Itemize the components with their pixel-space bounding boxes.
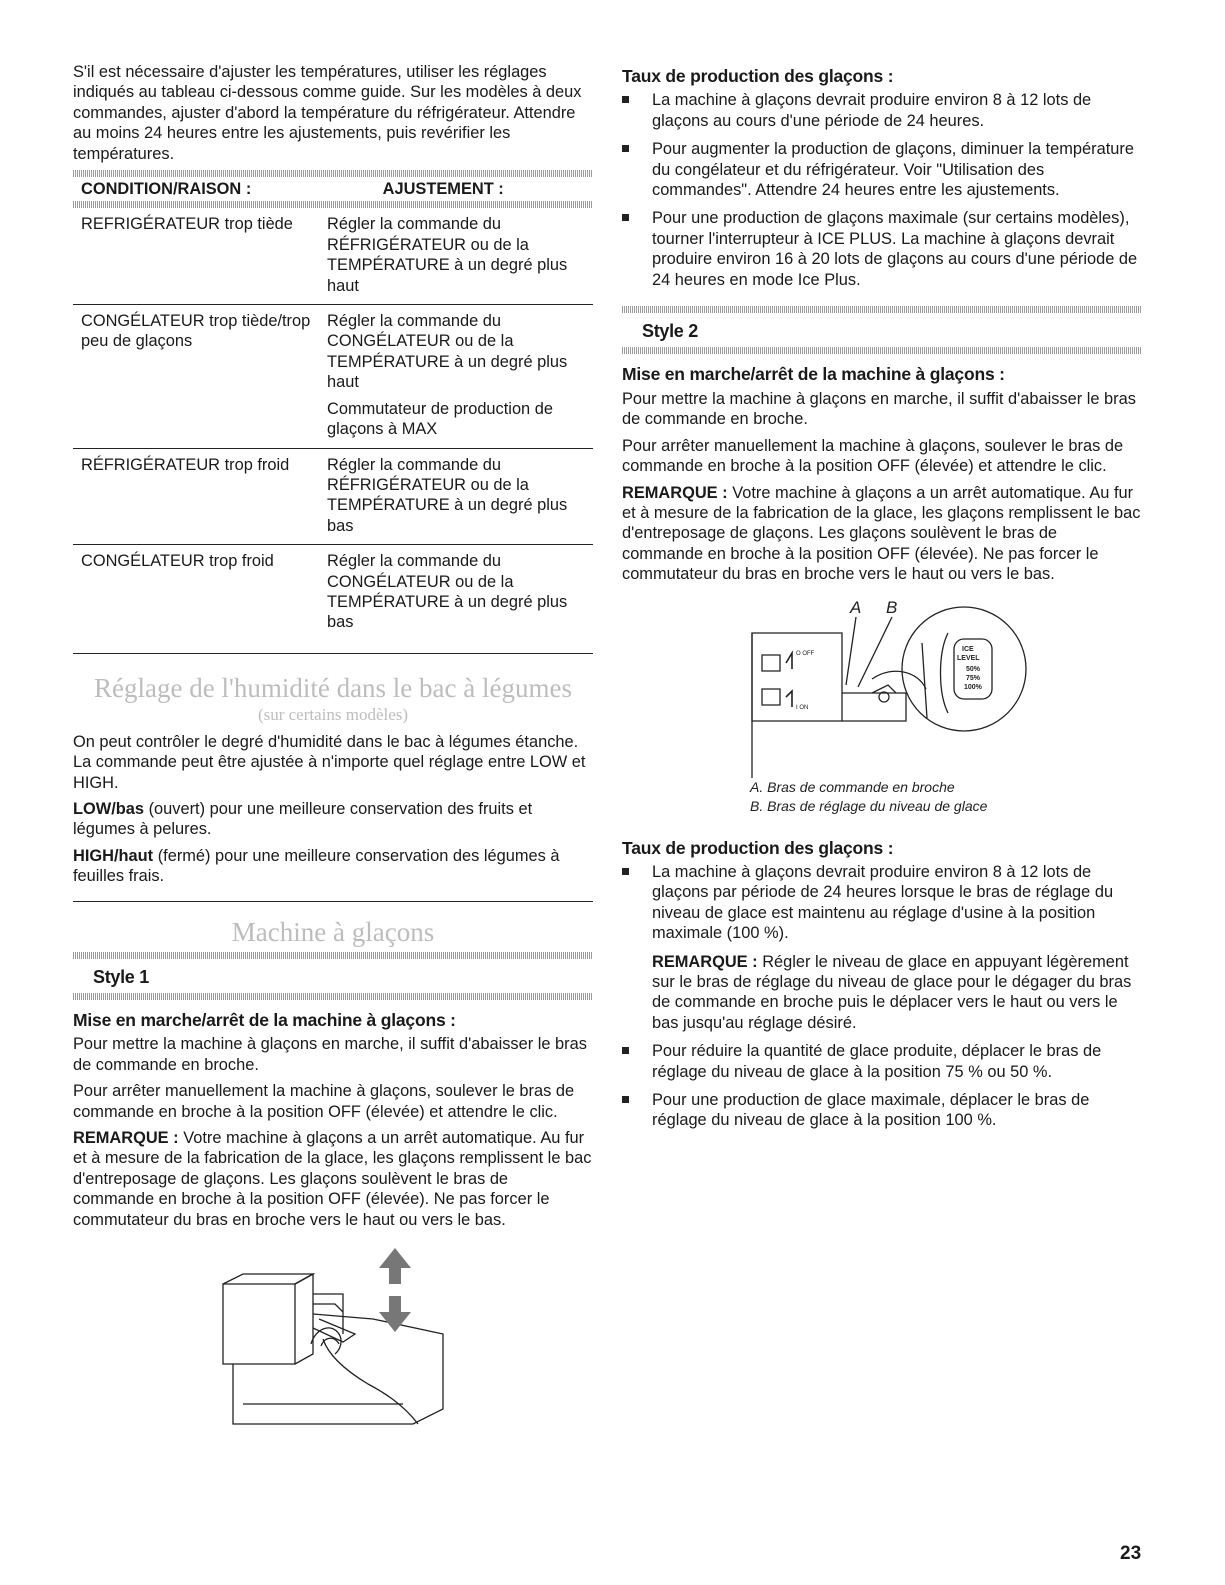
table-cell-adjustment <box>327 208 593 304</box>
up-down-arrow-icon <box>379 1248 411 1332</box>
figure-caption-b: B. Bras de réglage du niveau de glace <box>750 797 988 814</box>
style2-note-text: Votre machine à glaçons a un arrêt automatique. Au fur et à mesure de la fabrication de la glace, les glaçons remplissent le bac d'entreposage de glaçons. Les glaçons soulèvent le bras de commande en broche à la position OFF (élevée). Ne pas forcer le commutateur du bras en broche vers le haut ou vers le bas. <box>622 483 1141 584</box>
list-item: Pour une production de glaçons maximale (sur certains modèles), tourner l'interrupteur à ICE PLUS. La machine à glaçons devrait produire environ 16 à 20 lots de glaçons au cours d'une période de 24 heures en mode Ice Plus. <box>622 208 1142 290</box>
style1-note <box>73 1128 593 1230</box>
list-item: La machine à glaçons devrait produire environ 8 à 12 lots de glaçons au cours d'une période de 24 heures. <box>622 90 1142 131</box>
table-header-adjustment: AJUSTEMENT : <box>382 180 504 199</box>
adjustment-text: Régler la commande du CONGÉLATEUR ou de la TEMPÉRATURE à un degré plus haut <box>327 312 568 392</box>
figure-label-b: B <box>886 597 898 617</box>
style1-p2: Pour arrêter manuellement la machine à glaçons, soulever le bras de commande en broche à la position OFF (élevée) et attendre le clic. <box>73 1082 575 1121</box>
rate2-list-more <box>622 1041 1142 1131</box>
adjustment-extra: Commutateur de production de glaçons à MAX <box>327 399 553 439</box>
ice-label: ICE <box>962 645 974 653</box>
table-header-rule <box>73 201 593 208</box>
high-label: HIGH/haut <box>73 846 154 865</box>
rate2-list <box>622 862 1142 944</box>
figure-caption-a: A. Bras de commande en broche <box>750 778 955 795</box>
style2-p2: Pour arrêter manuellement la machine à glaçons, soulever le bras de commande en broche à la position OFF (élevée) et attendre le clic. <box>622 436 1124 476</box>
table-cell-condition: RÉFRIGÉRATEUR trop froid <box>73 448 327 545</box>
level-label: LEVEL <box>957 654 980 662</box>
style1-onoff-heading: Mise en marche/arrêt de la machine à glaçons : <box>73 1010 456 1030</box>
ice-level-dial <box>954 639 992 699</box>
rate1-heading: Taux de production des glaçons : <box>622 66 894 86</box>
icemaker-section-title: Machine à glaçons <box>231 916 435 947</box>
table-cell-adjustment <box>327 305 593 448</box>
humidity-section-subtitle: (sur certains modèles) <box>257 704 409 724</box>
adjustment-text: Régler la commande du RÉFRIGÉRATEUR ou de la TEMPÉRATURE à un degré plus bas <box>327 455 568 535</box>
rate1-list <box>622 90 1142 290</box>
humidity-low <box>73 799 593 840</box>
table-cell-condition: CONGÉLATEUR trop tiède/trop peu de glaçons <box>73 305 327 448</box>
figure-label-a: A <box>850 597 862 617</box>
style1-heading: Style 1 <box>93 966 149 987</box>
level-75-label: 75% <box>966 674 981 682</box>
table-row <box>73 448 593 545</box>
style1-p1: Pour mettre la machine à glaçons en marche, il suffit d'abaisser le bras de commande en broche. <box>73 1035 587 1074</box>
rate2-note <box>622 952 1142 1034</box>
style2-note-label: REMARQUE : <box>622 483 728 502</box>
humidity-paragraph: On peut contrôler le degré d'humidité dans le bac à légumes étanche. La commande peut être ajustée à n'importe quel réglage entre LOW et HIGH. <box>73 732 586 792</box>
rate2-note-text: Régler le niveau de glace en appuyant légèrement sur le bras de réglage du niveau de glace pour le dégager du bras de commande en broche puis le déplacer vers le haut ou vers le bas jusqu'au réglage désiré. <box>652 952 1132 1032</box>
style2-onoff-heading: Mise en marche/arrêt de la machine à glaçons : <box>622 364 1005 385</box>
page-number: 23 <box>1120 1543 1142 1564</box>
table-cell-adjustment <box>327 545 593 641</box>
style2-note <box>622 483 1142 585</box>
adjustment-text: Régler la commande du CONGÉLATEUR ou de la TEMPÉRATURE à un degré plus bas <box>327 552 568 632</box>
list-item <box>622 862 1142 944</box>
rate2-heading: Taux de production des glaçons : <box>622 837 894 858</box>
high-text: (fermé) pour une meilleure conservation des légumes à feuilles frais. <box>73 846 560 886</box>
style1-bottom-rule <box>73 993 593 1000</box>
style2-heading: Style 2 <box>642 321 698 342</box>
style1-note-label: REMARQUE : <box>73 1129 179 1148</box>
left-column <box>73 62 593 1444</box>
list-item: Pour réduire la quantité de glace produite, déplacer le bras de réglage du niveau de glace à la position 75 % ou 50 %. <box>622 1041 1142 1082</box>
adjustment-table <box>73 177 593 201</box>
humidity-high <box>73 846 593 887</box>
style1-top-rule <box>73 952 593 959</box>
table-cell-condition: REFRIGÉRATEUR trop tiède <box>73 208 327 304</box>
table-row <box>73 208 593 304</box>
intro-paragraph: S'il est nécessaire d'ajuster les températures, utiliser les réglages indiqués au tableau ci-dessous comme guide. Sur les modèles à deux commandes, ajuster d'abord la température du réfrigérateur. Attendre au moins 24 heures entre les ajustements, puis revérifier les températures. <box>73 63 582 163</box>
level-100-label: 100% <box>964 683 982 691</box>
low-label: LOW/bas <box>73 799 145 818</box>
power-switch-icon <box>786 653 792 707</box>
table-row <box>73 545 593 641</box>
style2-p1: Pour mettre la machine à glaçons en marche, il suffit d'abaisser le bras de commande en broche. <box>622 389 1136 429</box>
table-cell-condition: CONGÉLATEUR trop froid <box>81 552 274 571</box>
style2-bottom-rule <box>622 347 1142 354</box>
table-top-rule <box>73 170 593 177</box>
table-cell-adjustment <box>327 448 593 545</box>
adjustment-text: Régler la commande du RÉFRIGÉRATEUR ou de la TEMPÉRATURE à un degré plus haut <box>327 215 568 295</box>
switch-on-label: I ON <box>796 704 809 711</box>
low-text: (ouvert) pour une meilleure conservation des fruits et légumes à pelures. <box>73 799 533 839</box>
rate2-bullet1: La machine à glaçons devrait produire environ 8 à 12 lots de glaçons par période de 24 heures lorsque le bras de réglage du niveau de glace est maintenu au réglage d'usine à la position maximale (100 %). <box>652 862 1114 943</box>
table-header-condition: CONDITION/RAISON : <box>81 180 252 199</box>
humidity-bottom-rule <box>73 901 593 902</box>
style2-top-rule <box>622 306 1142 313</box>
style2-illustration <box>622 593 1142 778</box>
style1-illustration <box>73 1244 593 1444</box>
list-item: Pour augmenter la production de glaçons, diminuer la température du congélateur et du réfrigérateur. Voir "Utilisation des commandes". Attendre 24 heures entre les ajustements. <box>622 139 1142 200</box>
humidity-section-title: Réglage de l'humidité dans le bac à légumes <box>94 672 572 703</box>
style1-note-text: Votre machine à glaçons a un arrêt automatique. Au fur et à mesure de la fabrication de la glace, les glaçons remplissent le bac d'entreposage de glaçons. Les glaçons soulèvent le bras de commande en broche à la position OFF (élevée). Ne pas forcer le commutateur du bras en broche vers le haut ou vers le bas. <box>73 1129 592 1229</box>
switch-off-label: O OFF <box>796 650 815 657</box>
right-column <box>622 62 1142 1139</box>
list-item: Pour une production de glace maximale, déplacer le bras de réglage du niveau de glace à la position 100 %. <box>622 1090 1142 1131</box>
table-row <box>73 305 593 448</box>
level-50-label: 50% <box>966 665 981 673</box>
table-header-row <box>73 177 593 201</box>
rate2-note-label: REMARQUE : <box>652 952 758 971</box>
table-bottom-rule <box>73 653 593 654</box>
adjustment-table-body <box>73 208 593 640</box>
